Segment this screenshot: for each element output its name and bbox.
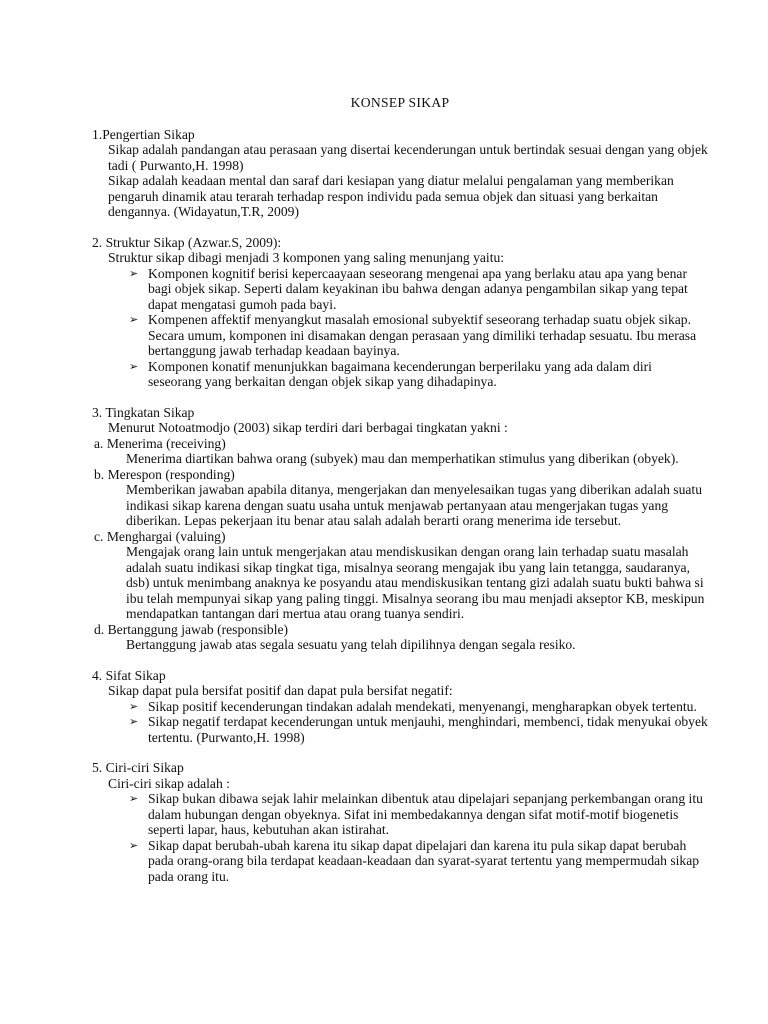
section-struktur bbox=[92, 235, 708, 390]
section-intro: Menurut Notoatmodjo (2003) sikap terdiri dari berbagai tingkatan yakni : bbox=[108, 420, 508, 435]
list-item-text: Komponen konatif menunjukkan bagaimana kecenderungan berperilaku yang ada dalam diri seseorang yang berkaitan dengan objek sikap yang dihadapinya. bbox=[148, 358, 652, 389]
list-item bbox=[129, 837, 708, 885]
list-item-text: Sikap positif kecenderungan tindakan adalah mendekati, menyenangi, mengharapkan obyek tertentu. bbox=[148, 698, 697, 714]
level-text: Mengajak orang lain untuk mengerjakan atau mendiskusikan dengan orang lain terhadap suatu masalah adalah suatu indikasi sikap tingkat tiga, misalnya seorang mengajak ibu yang lain tetangga, saudaranya, dsb) untuk menimbang anaknya ke posyandu atau mendiskusikan tentang gizi adalah suatu bukti bahwa si ibu telah mempunyai sikap yang paling tinggi. Misalnya seorang ibu mau menjadi akseptor KB, meskipun mendapatkan tantangan dari mertua atau orang tuanya sendiri. bbox=[126, 544, 705, 621]
section-heading: 2. Struktur Sikap (Azwar.S, 2009): bbox=[92, 234, 282, 250]
list-item-text: Sikap negatif terdapat kecenderungan untuk menjauhi, menghindari, membenci, tidak menyukai obyek tertentu. (Purwanto,H. 1998) bbox=[148, 714, 708, 745]
bullet-list bbox=[108, 266, 708, 390]
section-tingkatan bbox=[92, 405, 708, 653]
document-title: KONSEP SIKAP bbox=[350, 95, 450, 110]
list-item-text: Komponen kognitif berisi kepercaayaan seseorang mengenai apa yang berlaku atau apa yang benar bagi objek sikap. Seperti dalam keyakinan ibu bahwa dengan adanya pengambilan sikap yang tepat dapat mengatasi gumoh pada bayi. bbox=[148, 265, 688, 312]
paragraph: Sikap adalah keadaan mental dan saraf dari kesiapan yang diatur melalui pengalaman yang memberikan pengaruh dinamik atau terarah terhadap respon individu pada semua objek dan situasi yang berkaitan dengannya. (Widayatun,T.R, 2009) bbox=[108, 173, 674, 219]
list-item bbox=[129, 791, 708, 838]
level-label: b. Merespon (responding) bbox=[94, 466, 235, 482]
arrowhead-bullet-icon: ➢ bbox=[129, 313, 139, 326]
level-label: d. Bertanggung jawab (responsible) bbox=[94, 621, 289, 637]
arrowhead-bullet-icon: ➢ bbox=[129, 715, 139, 728]
level-list bbox=[92, 436, 708, 653]
list-item bbox=[129, 698, 708, 715]
section-pengertian bbox=[92, 127, 708, 220]
level-text: Bertanggung jawab atas segala sesuatu yang telah dipilihnya dengan segala resiko. bbox=[126, 637, 576, 652]
arrowhead-bullet-icon: ➢ bbox=[129, 792, 139, 805]
level-label: a. Menerima (receiving) bbox=[94, 435, 226, 451]
list-item bbox=[129, 265, 708, 313]
bullet-list bbox=[108, 791, 708, 884]
list-item-text: Sikap bukan dibawa sejak lahir melainkan dibentuk atau dipelajari sepanjang perkembangan orang itu dalam hubungan dengan obyeknya. Sifat ini membedakannya dengan sifat motif-motif biogenetis seperti lapar, haus, kebutuhan akan istirahat. bbox=[148, 791, 703, 837]
section-heading: 4. Sifat Sikap bbox=[92, 667, 166, 683]
list-item-text: Sikap dapat berubah-ubah karena itu sikap dapat dipelajari dan karena itu pula sikap dapat berubah pada orang-orang bila terdapat keadaan-keadaan dan syarat-syarat tertentu yang mempermudah sikap pada orang itu. bbox=[148, 837, 700, 884]
level-text: Memberikan jawaban apabila ditanya, mengerjakan dan menyelesaikan tugas yang diberikan adalah suatu indikasi sikap karena dengan suatu usaha untuk menjawab pertanyaan atau mengerjakan tugas yang diberikan. Lepas pekerjaan itu benar atau salah adalah berarti orang menerima ide tersebut. bbox=[126, 482, 703, 528]
paragraph: Sikap adalah pandangan atau perasaan yang disertai kecenderungan untuk bertindak sesuai dengan yang objek tadi ( Purwanto,H. 1998) bbox=[108, 142, 708, 173]
list-item bbox=[129, 714, 708, 745]
bullet-list bbox=[108, 699, 708, 746]
arrowhead-bullet-icon: ➢ bbox=[129, 838, 139, 852]
section-intro: Struktur sikap dibagi menjadi 3 komponen yang saling menunjang yaitu: bbox=[108, 250, 505, 265]
level-text: Menerima diartikan bahwa orang (subyek) mau dan memperhatikan stimulus yang diberikan (obyek). bbox=[126, 451, 679, 466]
section-heading: 1.Pengertian Sikap bbox=[92, 126, 195, 142]
section-sifat bbox=[92, 668, 708, 746]
section-heading: 5. Ciri-ciri Sikap bbox=[92, 760, 184, 775]
list-item bbox=[129, 312, 708, 359]
list-item-text: Kompenen affektif menyangkut masalah emosional subyektif seseorang terhadap suatu objek sikap. Secara umum, komponen ini disamakan dengan perasaan yang dimiliki terhadap sesuatu. Ibu merasa bertanggung jawab terhadap keadaan bayinya. bbox=[148, 312, 697, 358]
list-item bbox=[129, 358, 708, 390]
section-intro: Ciri-ciri sikap adalah : bbox=[108, 775, 230, 791]
arrowhead-bullet-icon: ➢ bbox=[129, 266, 139, 280]
section-intro: Sikap dapat pula bersifat positif dan dapat pula bersifat negatif: bbox=[108, 683, 453, 698]
section-ciri-ciri bbox=[92, 760, 708, 884]
arrowhead-bullet-icon: ➢ bbox=[129, 359, 139, 373]
level-label: c. Menghargai (valuing) bbox=[94, 528, 226, 544]
section-heading: 3. Tingkatan Sikap bbox=[92, 404, 195, 420]
arrowhead-bullet-icon: ➢ bbox=[129, 699, 139, 713]
